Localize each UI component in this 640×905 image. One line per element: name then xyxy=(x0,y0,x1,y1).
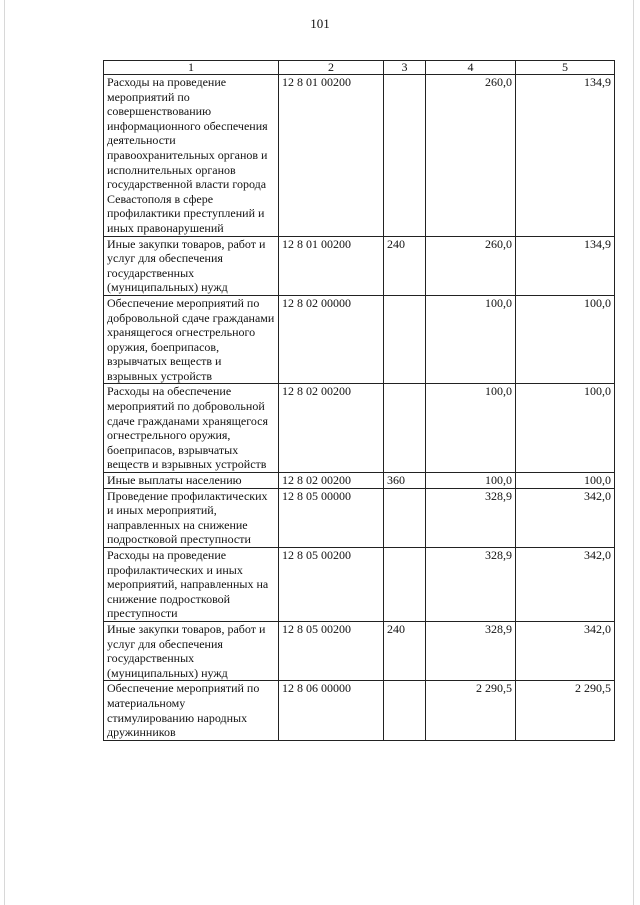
row-code-cell: 12 8 06 00000 xyxy=(279,681,384,740)
header-col-2: 2 xyxy=(279,61,384,75)
row-type-cell: 360 xyxy=(384,473,426,489)
header-col-5: 5 xyxy=(516,61,615,75)
table-row xyxy=(104,295,615,384)
row-code-cell: 12 8 05 00200 xyxy=(279,548,384,622)
row-col4-cell: 2 290,5 xyxy=(426,681,516,740)
row-code-cell: 12 8 05 00000 xyxy=(279,488,384,547)
row-type-cell xyxy=(384,681,426,740)
row-name-cell: Обеспечение мероприятий по добровольной сдаче гражданами хранящегося огнестрельного оружия, боеприпасов, взрывчатых веществ и взрывных устройств xyxy=(104,295,279,384)
row-code-cell: 12 8 02 00200 xyxy=(279,473,384,489)
row-col5-cell: 100,0 xyxy=(516,384,615,473)
table-row xyxy=(104,681,615,740)
header-col-4: 4 xyxy=(426,61,516,75)
row-col5-cell: 342,0 xyxy=(516,548,615,622)
table-row xyxy=(104,75,615,237)
row-type-cell: 240 xyxy=(384,236,426,295)
row-col5-cell: 2 290,5 xyxy=(516,681,615,740)
row-code-cell: 12 8 05 00200 xyxy=(279,621,384,680)
row-name-cell: Расходы на обеспечение мероприятий по добровольной сдаче гражданами хранящегося огнестрельного оружия, боеприпасов, взрывчатых веществ и взрывных устройств xyxy=(104,384,279,473)
header-col-1: 1 xyxy=(104,61,279,75)
row-code-cell: 12 8 02 00200 xyxy=(279,384,384,473)
row-code-cell: 12 8 01 00200 xyxy=(279,75,384,237)
row-col4-cell: 100,0 xyxy=(426,295,516,384)
row-type-cell xyxy=(384,75,426,237)
table-row xyxy=(104,548,615,622)
scan-edge-right xyxy=(633,0,634,905)
row-name-cell: Расходы на проведение профилактических и иных мероприятий, направленных на снижение подростковой преступности xyxy=(104,548,279,622)
row-type-cell xyxy=(384,488,426,547)
row-name-cell: Проведение профилактических и иных мероприятий, направленных на снижение подростковой преступности xyxy=(104,488,279,547)
row-type-cell xyxy=(384,548,426,622)
row-col4-cell: 328,9 xyxy=(426,548,516,622)
row-col4-cell: 260,0 xyxy=(426,236,516,295)
row-code-cell: 12 8 02 00000 xyxy=(279,295,384,384)
row-name-cell: Иные закупки товаров, работ и услуг для обеспечения государственных (муниципальных) нужд xyxy=(104,621,279,680)
row-code-cell: 12 8 01 00200 xyxy=(279,236,384,295)
row-col5-cell: 134,9 xyxy=(516,236,615,295)
row-col4-cell: 100,0 xyxy=(426,473,516,489)
table-header-row xyxy=(104,61,615,75)
row-name-cell: Иные закупки товаров, работ и услуг для обеспечения государственных (муниципальных) нужд xyxy=(104,236,279,295)
row-name-cell: Обеспечение мероприятий по материальному стимулированию народных дружинников xyxy=(104,681,279,740)
row-col5-cell: 342,0 xyxy=(516,488,615,547)
row-col4-cell: 260,0 xyxy=(426,75,516,237)
row-col5-cell: 100,0 xyxy=(516,295,615,384)
row-col5-cell: 100,0 xyxy=(516,473,615,489)
table-row xyxy=(104,488,615,547)
row-col4-cell: 328,9 xyxy=(426,621,516,680)
row-col4-cell: 100,0 xyxy=(426,384,516,473)
row-name-cell: Расходы на проведение мероприятий по совершенствованию информационного обеспечения деятельности правоохранительных органов и исполнительных органов государственной власти города Севастополя в сфере профилактики преступлений и иных правонарушений xyxy=(104,75,279,237)
budget-table xyxy=(103,60,615,741)
row-type-cell xyxy=(384,384,426,473)
row-type-cell: 240 xyxy=(384,621,426,680)
row-name-cell: Иные выплаты населению xyxy=(104,473,279,489)
scan-edge-left xyxy=(4,0,5,905)
table-row xyxy=(104,236,615,295)
table-row xyxy=(104,621,615,680)
table-row xyxy=(104,384,615,473)
row-type-cell xyxy=(384,295,426,384)
row-col4-cell: 328,9 xyxy=(426,488,516,547)
row-col5-cell: 342,0 xyxy=(516,621,615,680)
row-col5-cell: 134,9 xyxy=(516,75,615,237)
table-row xyxy=(104,473,615,489)
page-number: 101 xyxy=(310,16,330,31)
header-col-3: 3 xyxy=(384,61,426,75)
